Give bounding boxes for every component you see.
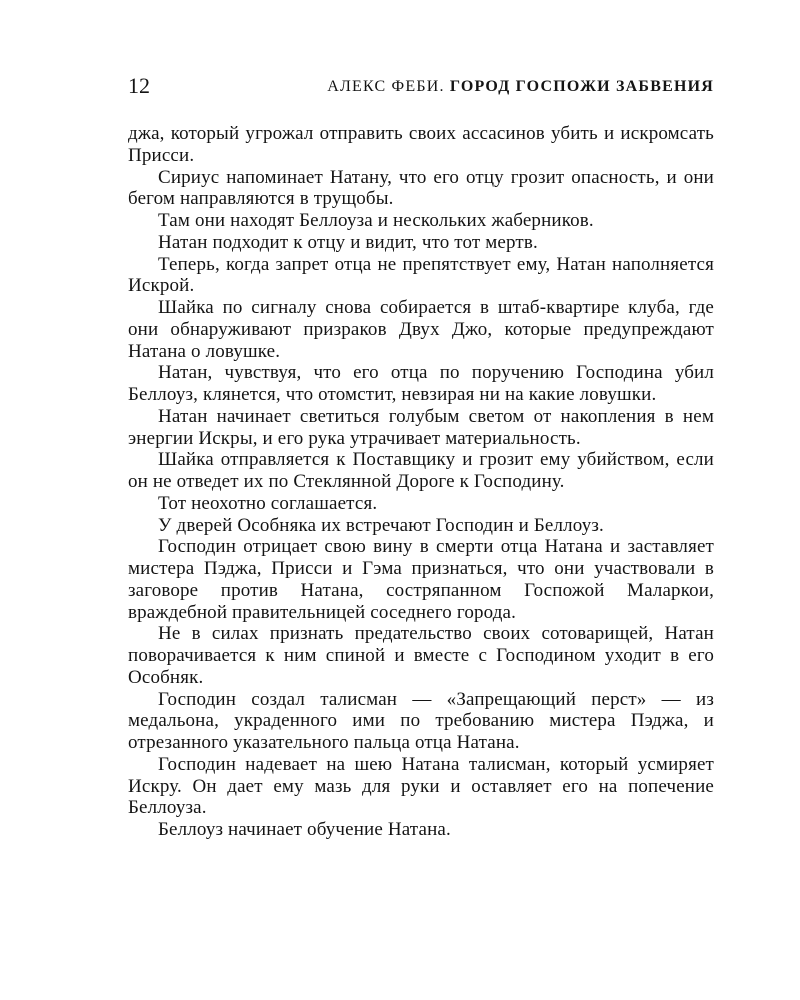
paragraph: Не в силах признать предательство своих сотоварищей, Натан поворачивается к ним спиной и вместе с Господином уходит в его Особняк.: [128, 623, 714, 688]
page-header: [128, 74, 714, 102]
running-head-title: ГОРОД ГОСПОЖИ ЗАБВЕНИЯ: [449, 78, 714, 95]
paragraph: Теперь, когда запрет отца не препятствует ему, Натан наполняется Искрой.: [128, 253, 714, 297]
paragraph: Там они находят Беллоуза и нескольких жаберников.: [158, 210, 594, 231]
running-head: [327, 77, 714, 97]
paragraph: Шайка по сигналу снова собирается в штаб-квартире клуба, где они обнаруживают призраков Двух Джо, которые предупреждают Натана о ловушке.: [128, 297, 714, 362]
running-head-author: АЛЕКС ФЕБИ.: [327, 78, 445, 95]
body-text: [128, 123, 714, 841]
paragraph: Беллоуз начинает обучение Натана.: [158, 819, 451, 840]
paragraph: Господин отрицает свою вину в смерти отца Натана и заставляет мистера Пэджа, Присси и Гэма признаться, что они участвовали в заговоре против Натана, состряпанном Госпожой Маларкои, враждебной правительницей соседнего города.: [128, 536, 714, 623]
paragraph: Тот неохотно соглашается.: [158, 492, 378, 514]
paragraph: Натан подходит к отцу и видит, что тот мертв.: [158, 231, 538, 253]
paragraph: джа, который угрожал отправить своих ассасинов убить и искромсать Присси.: [128, 123, 714, 166]
paragraph: Шайка отправляется к Поставщику и грозит ему убийством, если он не отведет их по Стеклянной Дороге к Господину.: [128, 449, 714, 492]
paragraph: Сириус напоминает Натану, что его отцу грозит опасность, и они бегом направляются в трущобы.: [128, 166, 714, 210]
paragraph: У дверей Особняка их встречают Господин и Беллоуз.: [158, 514, 604, 536]
paragraph: Натан начинает светиться голубым светом от накопления в нем энергии Искры, и его рука утрачивает материальность.: [128, 405, 714, 449]
paragraph: Господин создал талисман — «Запрещающий перст» — из медальона, украденного ими по требованию мистера Пэджа, и отрезанного указательного пальца отца Натана.: [128, 688, 714, 753]
paragraph: Натан, чувствуя, что его отца по поручению Господина убил Беллоуз, клянется, что отомстит, невзирая ни на какие ловушки.: [128, 362, 714, 405]
page-number: 12: [128, 73, 150, 98]
paragraph: Господин надевает на шею Натана талисман, который усмиряет Искру. Он дает ему мазь для руки и оставляет его на попечение Беллоуза.: [128, 753, 714, 819]
